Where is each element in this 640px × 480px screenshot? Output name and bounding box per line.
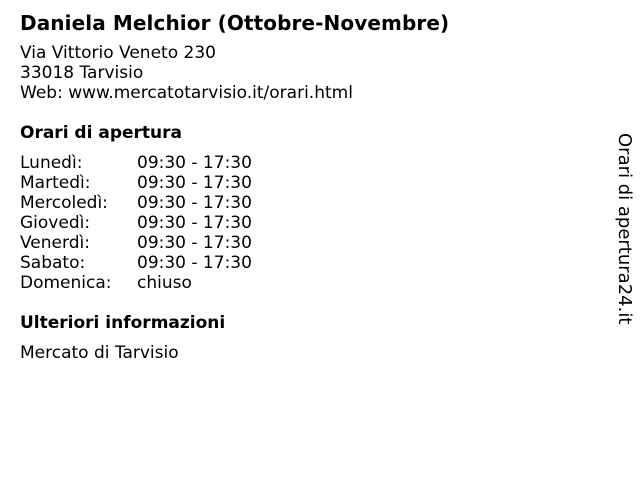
day-label: Sabato: <box>20 253 86 273</box>
day-label: Lunedì: <box>20 153 83 173</box>
hours-row-thursday <box>20 213 600 233</box>
day-label: Giovedì: <box>20 213 91 233</box>
time-value: chiuso <box>137 273 192 293</box>
hours-row-monday <box>20 153 600 173</box>
hours-heading: Orari di apertura <box>20 123 182 143</box>
store-card <box>20 10 600 363</box>
info-heading: Ulteriori informazioni <box>20 313 226 333</box>
hours-row-wednesday <box>20 193 600 213</box>
time-value: 09:30 - 17:30 <box>137 153 252 173</box>
hours-row-tuesday <box>20 173 600 193</box>
time-value: 09:30 - 17:30 <box>137 173 252 193</box>
page-title: Daniela Melchior (Ottobre-Novembre) <box>20 11 450 35</box>
day-label: Martedì: <box>20 173 91 193</box>
day-label: Mercoledì: <box>20 193 108 213</box>
time-value: 09:30 - 17:30 <box>137 193 252 213</box>
day-label: Domenica: <box>20 273 112 293</box>
address-block <box>20 43 600 103</box>
hours-row-friday <box>20 233 600 253</box>
time-value: 09:30 - 17:30 <box>137 233 252 253</box>
city-postcode: 33018 Tarvisio <box>20 63 144 83</box>
hours-row-sunday <box>20 273 600 293</box>
time-value: 09:30 - 17:30 <box>137 253 252 273</box>
street-address: Via Vittorio Veneto 230 <box>20 43 216 63</box>
site-watermark-label: Orari di apertura24.it <box>614 133 635 325</box>
hours-row-saturday <box>20 253 600 273</box>
info-text: Mercato di Tarvisio <box>20 343 179 363</box>
day-label: Venerdì: <box>20 233 90 253</box>
time-value: 09:30 - 17:30 <box>137 213 252 233</box>
website-link[interactable]: Web: www.mercatotarvisio.it/orari.html <box>20 83 353 103</box>
hours-table <box>20 153 600 293</box>
